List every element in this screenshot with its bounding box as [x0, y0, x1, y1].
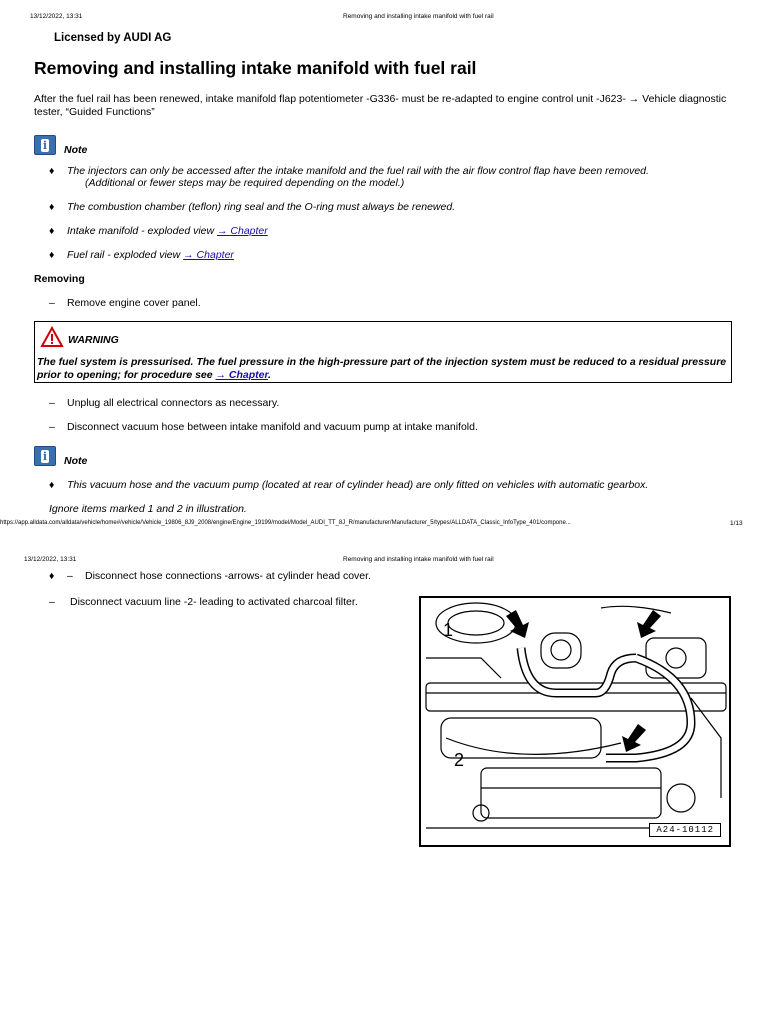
section-removing: Removing	[34, 273, 85, 285]
license-text: Licensed by AUDI AG	[54, 32, 172, 44]
note-bullet-fuel-rail	[67, 249, 727, 261]
step-vacuum-hose: Disconnect vacuum hose between intake manifold and vacuum pump at intake manifold.	[67, 421, 478, 433]
note-bullet-manifold	[67, 225, 727, 237]
step-vacuum-line: Disconnect vacuum line -2- leading to activated charcoal filter.	[70, 596, 358, 608]
note-label: Note	[64, 455, 88, 467]
dash-icon: –	[49, 421, 55, 433]
bullet-icon: ♦	[49, 249, 55, 261]
note-header	[34, 134, 87, 156]
note-bullet-automatic: This vacuum hose and the vacuum pump (located at rear of cylinder head) are only fitted on vehicles with automatic gearbox.	[67, 479, 649, 491]
print-date-p2: 13/12/2022, 13:31	[24, 556, 77, 563]
warning-body: The fuel system is pressurised. The fuel pressure in the high-pressure part of the injection system must be reduced to a residual pressure prior to opening; for procedure see	[37, 356, 727, 381]
print-doc-title-p2: Removing and installing intake manifold with fuel rail	[343, 556, 494, 563]
fuel-rail-text: Fuel rail - exploded view	[67, 249, 184, 261]
bullet-icon: ♦	[49, 570, 55, 582]
warning-end: .	[268, 369, 271, 381]
note-bullet-injectors: The injectors can only be accessed after the intake manifold and the fuel rail with the air flow control flap have been removed.	[67, 165, 649, 177]
warning-label: WARNING	[68, 334, 119, 346]
page-number: 1/13	[730, 520, 743, 527]
note-bullet-seal: The combustion chamber (teflon) ring seal and the O-ring must always be renewed.	[67, 201, 456, 213]
print-doc-title: Removing and installing intake manifold with fuel rail	[343, 13, 494, 20]
step-remove-cover: Remove engine cover panel.	[67, 297, 201, 309]
info-icon: i	[34, 135, 56, 155]
warning-box	[34, 321, 732, 383]
chapter-link-pressure[interactable]: → Chapter	[215, 369, 269, 381]
bullet-icon: ♦	[49, 479, 55, 491]
dash-icon: –	[67, 570, 73, 582]
bullet-icon: ♦	[49, 201, 55, 213]
info-icon: i	[34, 446, 56, 466]
note-header-2	[34, 445, 87, 467]
step-unplug: Unplug all electrical connectors as necessary.	[67, 397, 280, 409]
step-hose-connections: Disconnect hose connections -arrows- at cylinder head cover.	[85, 570, 371, 582]
note-bullet-injectors-cont: (Additional or fewer steps may be required depending on the model.)	[85, 177, 405, 189]
figure-code: A24-10112	[649, 823, 721, 837]
source-url: https://app.alldata.com/alldata/vehicle/home#/vehicle/Vehicle_19806_8J9_2008/engine/Engine_19199/model/Model_AUDI_TT_8J_R/manufacturer/Manufacturer_5/types/ALLDATA_Classic_InfoType_401/compone...	[0, 520, 571, 526]
intro-paragraph: After the fuel rail has been renewed, intake manifold flap potentiometer -G336- must be re-adapted to engine control unit -J623- → Vehicle diagnostic tester, “Guided Functions”	[34, 93, 727, 118]
bullet-icon: ♦	[49, 165, 55, 177]
warning-text	[37, 356, 729, 382]
note-label: Note	[64, 144, 88, 156]
engine-illustration	[419, 596, 731, 847]
chapter-link-manifold[interactable]: → Chapter	[217, 225, 268, 237]
ignore-note: Ignore items marked 1 and 2 in illustration.	[49, 503, 247, 515]
engine-drawing	[421, 598, 729, 845]
figure-label-2: 2	[454, 750, 465, 770]
dash-icon: –	[49, 596, 55, 608]
figure-label-1: 1	[443, 620, 454, 640]
manifold-text: Intake manifold - exploded view	[67, 225, 217, 237]
dash-icon: –	[49, 297, 55, 309]
warning-icon	[40, 326, 64, 348]
page-title: Removing and installing intake manifold with fuel rail	[34, 58, 477, 78]
bullet-icon: ♦	[49, 225, 55, 237]
chapter-link-fuel-rail[interactable]: → Chapter	[183, 249, 234, 261]
print-date: 13/12/2022, 13:31	[30, 13, 83, 20]
dash-icon: –	[49, 397, 55, 409]
